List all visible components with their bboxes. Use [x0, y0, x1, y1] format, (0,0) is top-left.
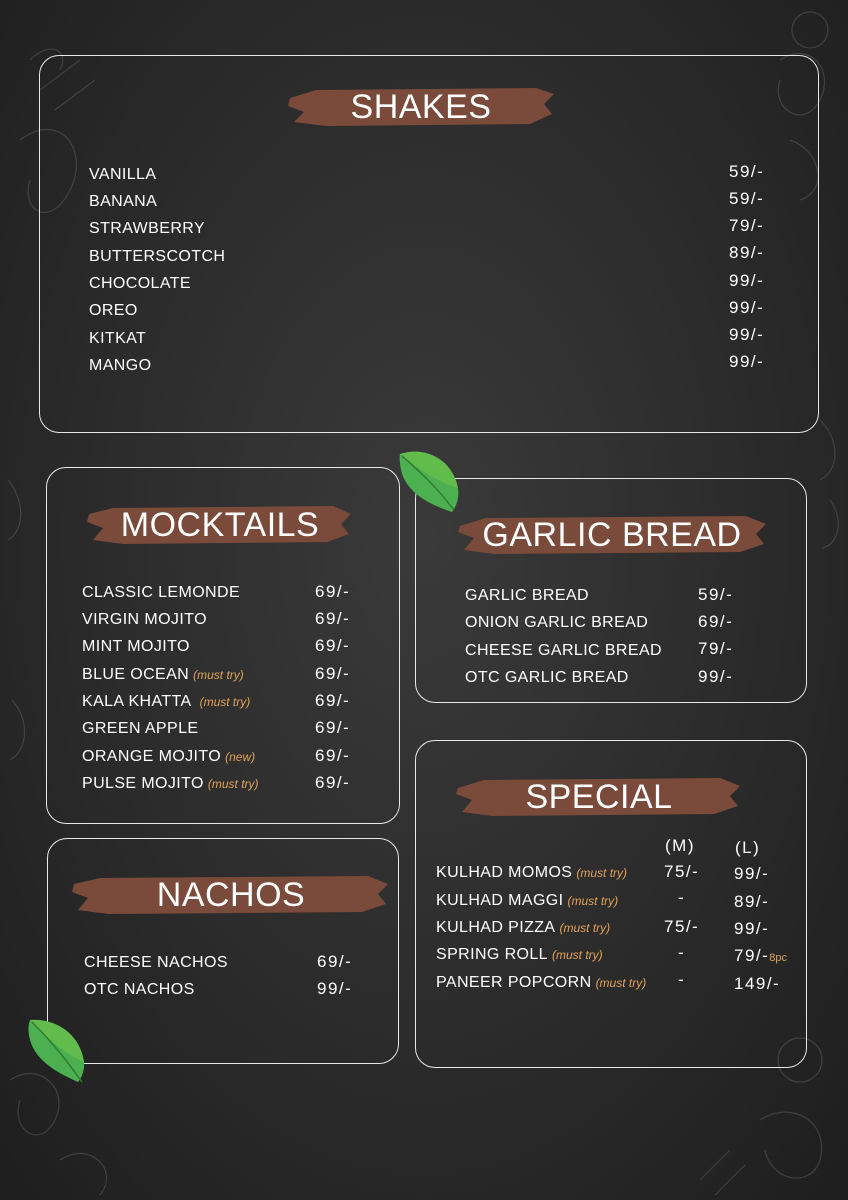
- mocktails-item-price: 69/-: [315, 664, 351, 683]
- leaf-icon: [22, 1014, 94, 1086]
- mocktails-item-name: BLUE OCEAN: [82, 666, 190, 683]
- special-item: [436, 974, 646, 992]
- mocktails-item-price: 69/-: [315, 609, 351, 628]
- special-item-price-l: 89/-: [734, 892, 770, 911]
- mocktails-item: [82, 638, 190, 656]
- garlic-bread-item-name: ONION GARLIC BREAD: [465, 614, 649, 631]
- special-item-price-l: 99/-: [734, 864, 770, 883]
- mocktails-item-name: MINT MOJITO: [82, 638, 190, 655]
- shakes-item-name: VANILLA: [89, 166, 157, 183]
- must-try-note: (must try): [595, 976, 647, 990]
- mocktails-item-price: 69/-: [315, 746, 351, 765]
- garlic-bread-item-price: 99/-: [698, 667, 734, 686]
- mocktails-item: [82, 584, 240, 602]
- special-item-price-l: [734, 946, 787, 966]
- new-note: (new): [225, 750, 256, 764]
- special-item: [436, 864, 627, 882]
- mocktails-item-name: ORANGE MOJITO: [82, 748, 222, 765]
- mocktails-title: MOCKTAILS: [120, 505, 320, 544]
- shakes-item-price: 59/-: [729, 189, 765, 208]
- special-item-price-l: 99/-: [734, 919, 770, 938]
- must-try-note: (must try): [207, 777, 259, 791]
- mocktails-card: [46, 467, 400, 824]
- must-try-note: (must try): [199, 695, 251, 709]
- mocktails-item: [82, 693, 250, 711]
- special-item-price-l: 149/-: [734, 974, 781, 993]
- shakes-item-name: STRAWBERRY: [89, 220, 206, 237]
- special-item-price-m: -: [678, 943, 686, 962]
- garlic-bread-title: GARLIC BREAD: [482, 515, 742, 554]
- shakes-item-name: BANANA: [89, 193, 158, 210]
- special-item: [436, 892, 618, 910]
- garlic-bread-item-name: GARLIC BREAD: [465, 587, 589, 604]
- mocktails-title-banner: [87, 502, 353, 548]
- special-title-banner: [456, 774, 742, 820]
- garlic-bread-item-name: CHEESE GARLIC BREAD: [465, 642, 662, 659]
- shakes-item-price: 99/-: [729, 271, 765, 290]
- mocktails-item-price: 69/-: [315, 718, 351, 737]
- special-item-name: SPRING ROLL: [436, 946, 548, 963]
- mocktails-item-price: 69/-: [315, 773, 351, 792]
- special-item: [436, 919, 610, 937]
- nachos-item-name: CHEESE NACHOS: [84, 954, 228, 971]
- shakes-item-price: 79/-: [729, 216, 765, 235]
- garlic-bread-card: [415, 478, 807, 703]
- mocktails-item: [82, 748, 255, 766]
- garlic-bread-item-price: 69/-: [698, 612, 734, 631]
- nachos-item-name: OTC NACHOS: [84, 981, 195, 998]
- special-item-price-m: -: [678, 888, 686, 907]
- shakes-item-name: KITKAT: [89, 330, 147, 347]
- mocktails-item-price: 69/-: [315, 691, 351, 710]
- mocktails-item: [82, 611, 207, 629]
- mocktails-item-price: 69/-: [315, 582, 351, 601]
- mocktails-item-name: CLASSIC LEMONDE: [82, 584, 241, 601]
- shakes-item-price: 59/-: [729, 162, 765, 181]
- mocktails-item-name: GREEN APPLE: [82, 720, 199, 737]
- must-try-note: (must try): [567, 894, 619, 908]
- nachos-title: NACHOS: [156, 875, 306, 914]
- special-item-name: KULHAD MAGGI: [436, 892, 564, 909]
- shakes-item-name: OREO: [89, 302, 138, 319]
- mocktails-item: [82, 720, 198, 738]
- mocktails-item-name: VIRGIN MOJITO: [82, 611, 207, 628]
- shakes-card: [39, 55, 819, 433]
- must-try-note: (must try): [552, 948, 603, 962]
- mocktails-item: [82, 775, 259, 793]
- special-item-name: PANEER POPCORN: [436, 974, 592, 991]
- mocktails-item-name: KALA KHATTA: [82, 693, 196, 710]
- shakes-item-price: 99/-: [729, 298, 765, 317]
- must-try-note: (must try): [559, 921, 611, 935]
- garlic-bread-item-price: 59/-: [698, 585, 734, 604]
- special-item-price-l-value: 79/-: [734, 946, 770, 965]
- must-try-note: (must try): [576, 866, 628, 880]
- mocktails-item-price: 69/-: [315, 636, 351, 655]
- garlic-bread-item-price: 79/-: [698, 639, 734, 658]
- leaf-icon: [394, 444, 466, 516]
- special-item-price-m: 75/-: [664, 862, 700, 881]
- shakes-title-banner: [286, 84, 556, 130]
- large-size-header: (L): [735, 838, 761, 857]
- nachos-item-price: 99/-: [317, 979, 353, 998]
- mocktails-item-name: PULSE MOJITO: [82, 775, 204, 792]
- special-item-price-m: 75/-: [664, 917, 700, 936]
- must-try-note: (must try): [193, 668, 244, 682]
- special-item-price-m: -: [678, 970, 686, 989]
- nachos-title-banner: [72, 872, 390, 918]
- shakes-item-name: MANGO: [89, 357, 152, 374]
- shakes-item-price: 89/-: [729, 243, 765, 262]
- shakes-item-price: 99/-: [729, 325, 765, 344]
- special-item-name: KULHAD MOMOS: [436, 864, 573, 881]
- nachos-card: [47, 838, 399, 1064]
- shakes-title: SHAKES: [350, 87, 492, 126]
- nachos-item-price: 69/-: [317, 952, 353, 971]
- special-title: SPECIAL: [525, 777, 673, 816]
- shakes-item-name: CHOCOLATE: [89, 275, 191, 292]
- special-item: [436, 946, 603, 964]
- garlic-bread-item-name: OTC GARLIC BREAD: [465, 669, 629, 686]
- shakes-item-price: 99/-: [729, 352, 765, 371]
- mocktails-item: [82, 666, 244, 684]
- special-item-name: KULHAD PIZZA: [436, 919, 556, 936]
- special-card: [415, 740, 807, 1068]
- medium-size-header: (M): [665, 836, 695, 855]
- piece-count: 8pc: [769, 952, 788, 964]
- garlic-bread-title-banner: [456, 512, 768, 558]
- shakes-item-name: BUTTERSCOTCH: [89, 248, 226, 265]
